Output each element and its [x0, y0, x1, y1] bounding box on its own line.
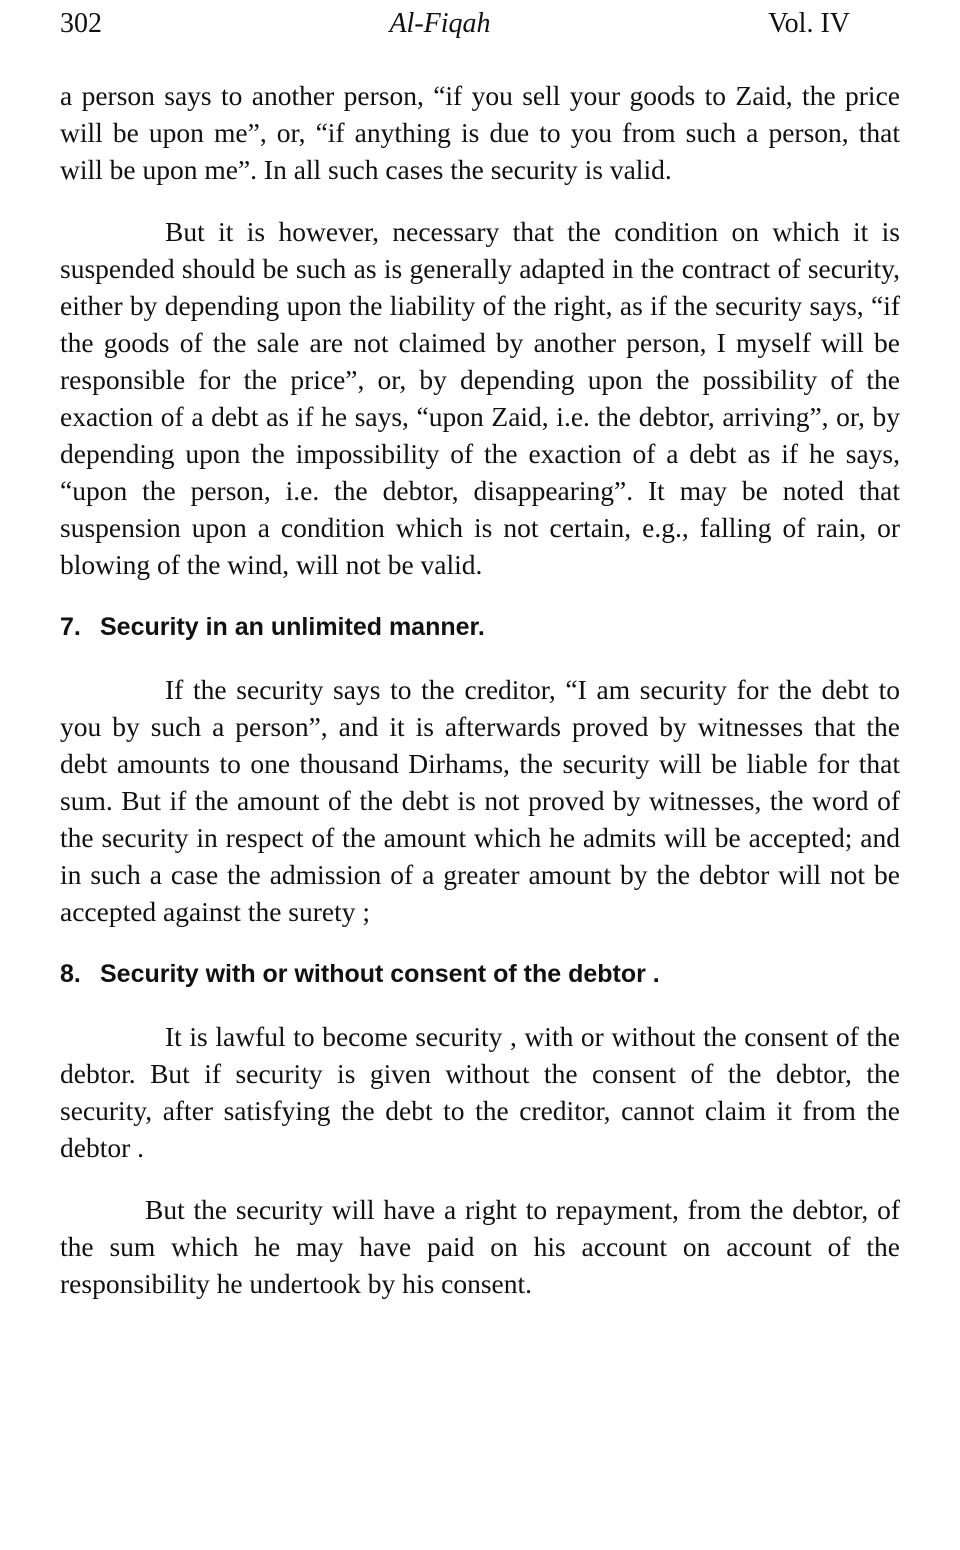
paragraph-consent: It is lawful to become security , with or without the consent of the debtor. But if security is given without the consent of the debtor, the security, after satisfying the debt to the creditor, cannot claim it from the debtor .	[60, 1021, 900, 1163]
running-title: Al-Fiqah	[389, 8, 491, 39]
page-header	[60, 4, 850, 44]
paragraph-unlimited-security: If the security says to the creditor, “I am security for the debt to you by such a person”, and it is afterwards proved by witnesses that the debt amounts to one thousand Dirhams, the security will be liable for that sum. But if the amount of the debt is not proved by witnesses, the word of the security in respect of the amount which he admits will be accepted; and in such a case the admission of a greater amount by the debtor will not be accepted against the surety ;	[60, 674, 900, 927]
page-body	[60, 77, 900, 1302]
volume-label: Vol. IV	[768, 8, 850, 39]
paragraph-continuation: a person says to another person, “if you sell your goods to Zaid, the price will be upon me”, or, “if anything is due to you from such a person, that will be upon me”. In all such cases the security is valid.	[60, 80, 900, 185]
paragraph-condition: But it is however, necessary that the condition on which it is suspended should be such as is generally adapted in the contract of security, either by depending upon the liability of the right, as if the security says, “if the goods of the sale are not claimed by another person, I myself will be responsible for the price”, or, by depending upon the possibility of the exaction of a debt as if he says, “upon Zaid, i.e. the debtor, arriving”, or, by depending upon the impossibility of the exaction of a debt as if he says, “upon the person, i.e. the debtor, disappearing”. It may be noted that suspension upon a condition which is not certain, e.g., falling of rain, or blowing of the wind, will not be valid.	[60, 216, 900, 580]
section-heading-8	[60, 956, 900, 993]
section-title: Security in an unlimited manner.	[100, 613, 485, 641]
section-heading-7	[60, 609, 900, 646]
paragraph-repayment: But the security will have a right to repayment, from the debtor, of the sum which he may have paid on his account on account of the responsibility he undertook by his consent.	[60, 1194, 900, 1299]
section-title: Security with or without consent of the debtor .	[100, 960, 660, 988]
section-number: 7.	[60, 613, 81, 641]
page-number: 302	[60, 8, 102, 39]
section-number: 8.	[60, 960, 81, 988]
